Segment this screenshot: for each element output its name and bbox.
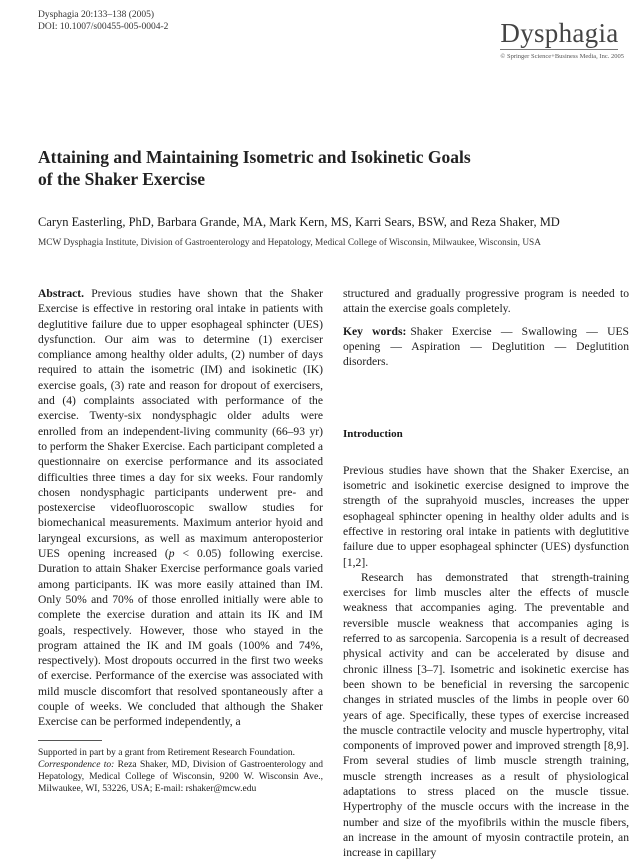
- doi-line: DOI: 10.1007/s00455-005-0004-2: [38, 22, 169, 32]
- copyright-notice: © Springer Science+Business Media, Inc. 2005: [500, 53, 624, 60]
- abstract-continuation: structured and gradually progressive program is needed to attain the exercise goals completely.: [343, 287, 629, 316]
- author-list: Caryn Easterling, PhD, Barbara Grande, MA, Mark Kern, MS, Karri Sears, BSW, and Reza Shaker, MD: [38, 215, 560, 229]
- abstract-paragraph: [38, 286, 323, 730]
- abstract-text-part1: Previous studies have shown that the Shaker Exercise is effective in restoring oral intake in patients with deglutitive failure due to upper esophageal sphincter (UES) dysfunction. Our aim was to determine (1) exerciser compliance among healthy older adults, (2) number of days required to attain the isometric (IM) and isokinetic (IK) exercise goals, (3) rate and reason for dropout of exercisers, and (4) complaints associated with performance of the exercise. Twenty-six nondysphagic older adults were enrolled from an independent-living community (66–93 yr) to perform the Shaker Exercise. Each participant completed a questionnaire on exercise performance and its associated difficulties three times a day for six weeks. Four randomly chosen nondysphagic participants underwent pre- and postexercise videofluoroscopic swallow studies for biomechanical measurements. Maximum anterior hyoid and laryngeal excursions, as well as maximum anteroposterior UES opening increased (: [38, 287, 323, 561]
- introduction-paragraph-1: Previous studies have shown that the Shaker Exercise, an isometric and isokinetic exercise designed to improve the strength of the suprahyoid muscles, increases the upper esophageal sphincter opening in healthy older adults and is effective in restoring oral intake in patients with deglutitive failure due to upper esophageal sphincter (UES) dysfunction [1,2].: [343, 463, 629, 569]
- correspondence-text: Reza Shaker, MD, Division of Gastroenterology and Hepatology, Medical College of Wisconsin, 9200 W. Wisconsin Ave., Milwaukee, WI, 53226, USA; E-mail: rshaker@mcw.edu: [38, 759, 323, 795]
- footnote-divider: [38, 740, 102, 741]
- brand-divider: [500, 49, 618, 50]
- correspondence-label: Correspondence to:: [38, 759, 115, 770]
- funding-footnote: Supported in part by a grant from Retirement Research Foundation.: [38, 747, 295, 758]
- keywords-text: Shaker Exercise — Swallowing — UES opening — Aspiration — Deglutition — Deglutition disorders.: [343, 324, 629, 369]
- correspondence-footnote: [38, 759, 323, 796]
- abstract-text-part2: < 0.05) following exercise. Duration to attain Shaker Exercise performance goals varied among participants. IK was more easily attained than IM. Only 50% and 70% of those enrolled initially were able to complete the exercise duration and attain its IK and IM goals, respectively. However, those who stayed in the program attained the IK and IM goals (100% and 74%, respectively). Most dropouts occurred in the first two weeks of exercise. Performance of the exercise was associated with mild muscle discomfort that resolved spontaneously after a couple of weeks. We concluded that although the Shaker Exercise can be performed independently, a: [38, 547, 323, 729]
- keywords-label: Key words:: [343, 324, 407, 338]
- keywords: [343, 324, 629, 370]
- p-value-symbol: p: [168, 547, 175, 561]
- footnotes: [38, 747, 323, 796]
- journal-citation-block: [38, 9, 168, 33]
- journal-logo: Dysphagia: [500, 18, 619, 48]
- title-line-1: Attaining and Maintaining Isometric and Isokinetic Goals: [38, 147, 471, 167]
- introduction-paragraph-2: Research has demonstrated that strength-training exercises for limb muscles alter the effects of muscle weakness that accompanies aging. The preventable and reversible muscle weakness that accompanies aging is referred to as sarcopenia. Sarcopenia is a result of decreased physical activity and can be accelerated by disuse and chronic illness [3–7]. Isometric and isokinetic exercise has been shown to be beneficial in reversing the sarcopenic changes in striated muscles of the limbs in people over 60 years of age. Specifically, these types of exercise increased the muscle contractile velocity and muscle hypertrophy, vital components of improved power and improved strength [8,9]. From several studies of limb muscle strength training, muscle strength increases as a result of physiological adaptations to stress placed on the muscle tissue. Hypertrophy of the muscle occurs with the increase in the number and size of the myofibrils within the muscle fibers, an increase in the amount of myosin contractile protein, an increase in capillary: [343, 570, 629, 860]
- right-column: [343, 286, 629, 861]
- citation-line: Dysphagia 20:133–138 (2005): [38, 10, 155, 20]
- journal-brand: [500, 20, 624, 60]
- abstract-label: Abstract.: [38, 287, 85, 300]
- title-line-2: of the Shaker Exercise: [38, 169, 206, 189]
- left-column: [38, 286, 323, 795]
- article-title: [38, 146, 608, 190]
- affiliation: MCW Dysphagia Institute, Division of Gastroenterology and Hepatology, Medical College of Wisconsin, Milwaukee, Wisconsin, USA: [38, 238, 541, 248]
- introduction-heading: Introduction: [343, 428, 403, 441]
